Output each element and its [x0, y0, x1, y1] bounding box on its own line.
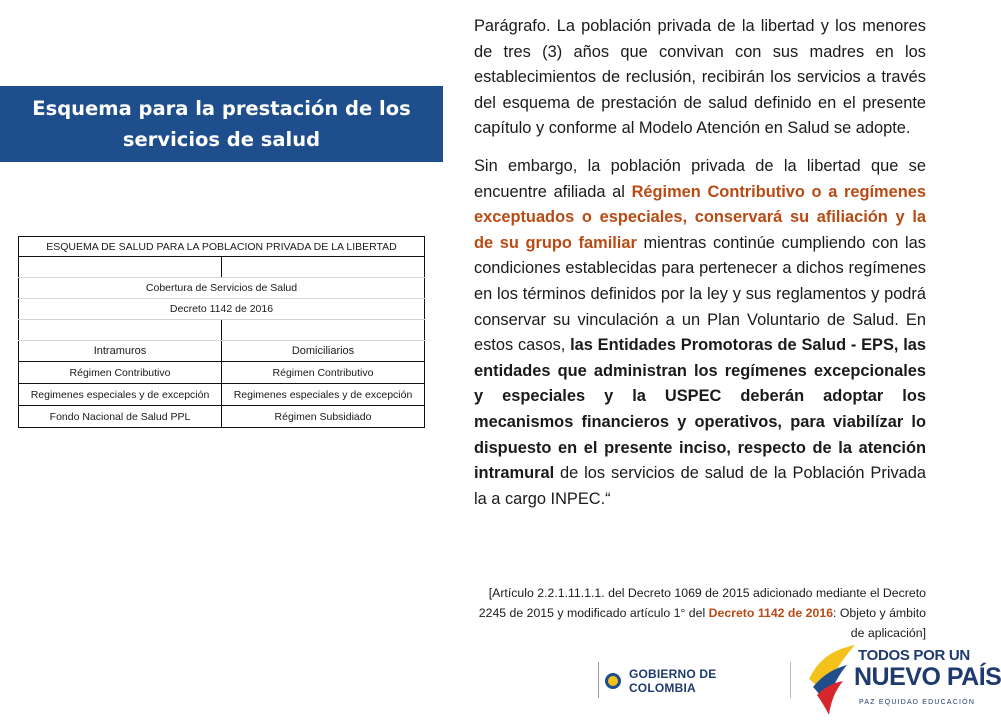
table-cell: Régimen Contributivo [19, 362, 222, 384]
todos-por-un-nuevo-pais-logo [803, 643, 1001, 718]
table-cell: Régimen Contributivo [222, 362, 425, 384]
table-blank-cell [222, 320, 425, 341]
citation-part-b: : Objeto y ámbito de aplicación] [833, 606, 926, 640]
table-row [19, 406, 425, 428]
table-cell: Fondo Nacional de Salud PPL [19, 406, 222, 428]
p2-part-b: mientras continúe cumpliendo con las condiciones establecidas para pertenecer a dichos regímenes en los términos definidos por la ley y sus reglamentos y podrá conservar su vinculación a un Plan Voluntario de Salud. En estos casos, [474, 233, 926, 355]
citation-part-a: [Artículo 2.2.1.11.1.1. del Decreto 1069 de 2015 adicionado mediante el Decreto 2245 de 2015 y modificado artículo 1° del [478, 586, 926, 620]
tpu-line-2: NUEVO PAÍS [854, 663, 1001, 691]
tpu-line-3: PAZ EQUIDAD EDUCACIÓN [859, 699, 976, 706]
flag-ribbon-icon [803, 643, 859, 718]
table-coverage: Cobertura de Servicios de Salud [19, 278, 425, 299]
table-blank-cell [222, 257, 425, 278]
table-decree: Decreto 1142 de 2016 [19, 299, 425, 320]
table-col-header-intramuros: Intramuros [19, 341, 222, 362]
slide-title-text: Esquema para la prestación de los servicios de salud [32, 97, 411, 151]
gobierno-logo [605, 666, 786, 696]
health-scheme-table [18, 236, 425, 428]
tpu-line-1: TODOS POR UN [858, 647, 970, 664]
table-cell: Regimenes especiales y de excepción [222, 384, 425, 406]
p2-part-c: de los servicios de salud de la Población Privada la a cargo INPEC.“ [474, 464, 926, 508]
citation-highlight: Decreto 1142 de 2016 [708, 606, 834, 620]
citation [474, 583, 926, 643]
colombia-seal-icon [605, 673, 621, 689]
table-row [19, 362, 425, 384]
paragraph-2 [474, 154, 926, 512]
p2-highlight: Régimen Contributivo o a regímenes exceptuados o especiales, conservará su afiliación y la de su grupo familiar [474, 182, 926, 252]
table-blank-cell [19, 320, 222, 341]
table-blank-cell [19, 257, 222, 278]
paragraph-1: Parágrafo. La población privada de la libertad y los menores de tres (3) años que convivan con sus madres en los establecimientos de reclusión, recibirán los servicios a través del esquema de prestación de salud definido en el presente capítulo y conforme al Modelo Atención en Salud se adopte. [474, 17, 926, 138]
body-text [474, 14, 926, 524]
table-cell: Regimenes especiales y de excepción [19, 384, 222, 406]
table-heading: ESQUEMA DE SALUD PARA LA POBLACION PRIVADA DE LA LIBERTAD [19, 237, 425, 257]
logo-divider [598, 662, 599, 698]
table-cell: Régimen Subsidiado [222, 406, 425, 428]
p2-bold: las Entidades Promotoras de Salud - EPS, las entidades que administran los regímenes excepcionales y especiales y la USPEC deberán adoptar los mecanismos financieros y operativos, para viabilízar lo dispuesto en el presente inciso, respecto de la atención intramural [474, 336, 927, 483]
p2-part-a: Sin embargo, la población privada de la libertad que se encuentre afiliada al [474, 156, 926, 201]
slide-title [0, 86, 443, 162]
table-row [19, 384, 425, 406]
logo-divider [790, 662, 791, 698]
table-col-header-domiciliarios: Domiciliarios [222, 341, 425, 362]
gobierno-logo-text: GOBIERNO DE COLOMBIA [628, 667, 717, 695]
